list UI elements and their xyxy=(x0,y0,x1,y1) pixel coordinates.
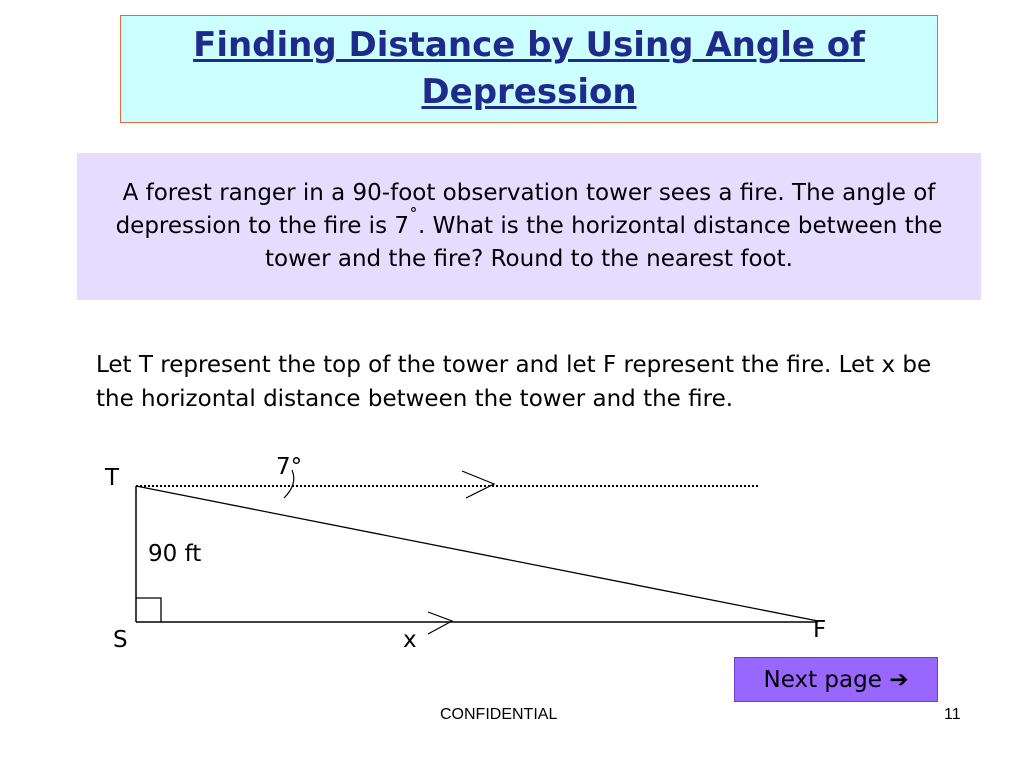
footer-confidential: CONFIDENTIAL xyxy=(440,706,558,723)
explanation-text: Let T represent the top of the tower and let F represent the fire. Let x be the horizontal distance between the tower and the fire. xyxy=(96,352,932,412)
label-height: 90 ft xyxy=(148,541,202,567)
problem-text-after: . What is the horizontal distance between the tower and the fire? Round to the nearest foot. xyxy=(265,213,943,272)
parallel-arrow-top xyxy=(462,471,494,498)
next-page-label: Next page xyxy=(763,666,882,693)
line-of-sight xyxy=(136,486,818,621)
page-number: 11 xyxy=(944,706,961,723)
arrow-right-icon: ➔ xyxy=(889,666,909,693)
label-x: x xyxy=(403,627,417,653)
label-angle: 7° xyxy=(276,454,303,480)
degree-symbol: ˚ xyxy=(409,207,419,228)
label-t: T xyxy=(105,465,120,491)
problem-text-before: A forest ranger in a 90-foot observation tower sees a fire. The angle of depression to the fire is 7 xyxy=(115,180,936,239)
parallel-arrow-bottom xyxy=(428,612,452,634)
label-f: F xyxy=(813,617,827,643)
slide-title: Finding Distance by Using Angle of Depression xyxy=(193,25,865,112)
label-s: S xyxy=(113,627,128,653)
right-angle-marker xyxy=(136,598,161,622)
next-page-button[interactable] xyxy=(734,657,938,702)
